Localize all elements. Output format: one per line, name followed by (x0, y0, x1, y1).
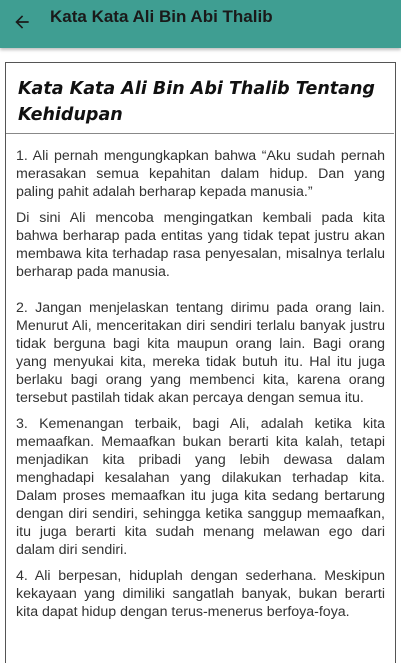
app-bar (0, 0, 401, 48)
app-title: Kata Kata Ali Bin Abi Thalib (50, 7, 273, 26)
paragraph: 1. Ali pernah mengungkapkan bahwa “Aku sudah pernah merasakan semua kepahitan dalam hidup. Dan yang paling pahit adalah berharap kepada manusia.” (16, 148, 385, 200)
article-title: Kata Kata Ali Bin Abi Thalib Tentang Kehidupan (18, 79, 375, 125)
paragraph: 4. Ali berpesan, hiduplah dengan sederhana. Meskipun kekayaan yang dimiliki sangatlah banyak, bukan berarti kita dapat hidup dengan terus-menerus berfoya-foya. (16, 568, 385, 620)
back-button[interactable] (0, 0, 44, 48)
title-divider (6, 133, 394, 134)
article-body[interactable] (16, 147, 385, 629)
paragraph: 3. Kemenangan terbaik, bagi Ali, adalah ketika kita memaafkan. Memaafkan bukan berarti kita kalah, tetapi menjadikan kita pribadi yang lebih dewasa dalam menghadapi kesalahan yang dilakukan terhadap kita. Dalam proses memaafkan itu juga kita sedang bertarung dengan diri sendiri, sehingga ketika sanggup memaafkan, itu juga berarti kita sudah menang melawan ego dari dalam diri sendiri. (16, 416, 385, 558)
arrow-left-icon (12, 12, 32, 36)
paragraph: 2. Jangan menjelaskan tentang dirimu pada orang lain. Menurut Ali, menceritakan diri sendiri terlalu banyak justru tidak berguna bagi kita maupun orang lain. Bagi orang yang menyukai kita, mereka tidak butuh itu. Hal itu juga berlaku bagi orang yang membenci kita, karena orang tersebut pastilah tidak akan percaya dengan semua itu. (16, 300, 385, 406)
paragraph: Di sini Ali mencoba mengingatkan kembali pada kita bahwa berharap pada entitas yang tidak tepat justru akan membawa kita terhadap rasa penyesalan, misalnya terlalu berharap pada manusia. (16, 210, 385, 280)
